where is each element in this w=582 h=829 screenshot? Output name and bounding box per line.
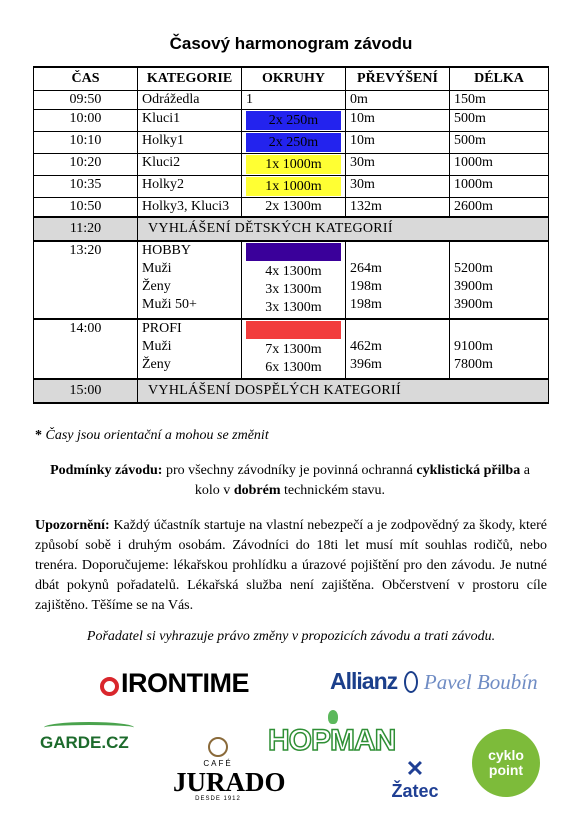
schedule-table	[33, 66, 549, 404]
profi-block	[34, 319, 549, 379]
category-line: Muži 50+	[142, 297, 197, 312]
profi-laps	[242, 319, 346, 379]
laps-cell	[242, 154, 346, 176]
profi-title: PROFI	[142, 321, 182, 336]
laps-line: 4x 1300m	[265, 264, 322, 279]
category-cell: Holky3, Kluci3	[138, 198, 242, 218]
climb-line: 198m	[350, 279, 382, 294]
hobby-categories	[138, 241, 242, 319]
condition-good-text: dobrém	[233, 483, 281, 498]
length-line: 3900m	[454, 279, 493, 294]
hobby-length	[450, 241, 549, 319]
category-cell: Odrážedla	[138, 91, 242, 110]
note-star: *	[35, 428, 42, 443]
table-row	[34, 154, 549, 176]
hop-cone-icon	[328, 710, 338, 724]
stopwatch-icon	[100, 677, 119, 696]
announcement-row-adults	[34, 379, 549, 403]
time-cell: 10:00	[34, 110, 138, 132]
laps-cell: 1	[242, 91, 346, 110]
note-text: Časy jsou orientační a mohou se změnit	[42, 428, 269, 443]
hopman-text: HOPMAN	[268, 724, 396, 757]
irontime-text: IRONTIME	[121, 668, 249, 698]
length-line: 7800m	[454, 357, 493, 372]
climb-cell: 10m	[346, 132, 450, 154]
time-cell: 10:35	[34, 176, 138, 198]
climb-cell: 30m	[346, 154, 450, 176]
hobby-laps	[242, 241, 346, 319]
irontime-logo	[100, 668, 249, 699]
laps-yellow-highlight: 1x 1000m	[246, 177, 341, 196]
climb-line: 198m	[350, 297, 382, 312]
laps-yellow-highlight: 1x 1000m	[246, 155, 341, 174]
table-row	[34, 91, 549, 110]
laps-cell: 2x 1300m	[242, 198, 346, 218]
helmet-text: cyklistická přilba	[416, 463, 521, 478]
table-header-row	[34, 67, 549, 91]
length-line: 9100m	[454, 339, 493, 354]
length-cell: 500m	[450, 110, 549, 132]
warning-paragraph	[35, 516, 547, 616]
cyklopoint-logo	[472, 729, 540, 797]
allianz-brand: Allianz	[330, 668, 398, 694]
laps-cell	[242, 110, 346, 132]
climb-cell: 10m	[346, 110, 450, 132]
time-cell: 15:00	[34, 379, 138, 403]
length-cell: 2600m	[450, 198, 549, 218]
announcement-row-children	[34, 217, 549, 241]
climb-line: 396m	[350, 357, 382, 372]
laps-cell	[242, 176, 346, 198]
page-title: Časový harmonogram závodu	[169, 34, 413, 53]
climb-cell: 30m	[346, 176, 450, 198]
profi-categories	[138, 319, 242, 379]
hopman-logo	[268, 724, 395, 758]
conditions-label: Podmínky závodu:	[50, 463, 163, 478]
jurado-cafe-text: CAFÉ	[203, 759, 233, 768]
laps-line: 3x 1300m	[265, 282, 322, 297]
laps-blue-highlight: 2x 250m	[246, 111, 341, 130]
coffee-emblem-icon	[208, 737, 228, 757]
organizer-note: Pořadatel si vyhrazuje právo změny v propozicích závodu a trati závodu.	[86, 629, 496, 644]
zatec-logo	[380, 757, 450, 802]
table-row	[34, 110, 549, 132]
time-cell: 11:20	[34, 217, 138, 241]
conditions-text: technickém stavu.	[280, 483, 386, 498]
header-time: ČAS	[34, 67, 138, 91]
conditions-text: pro všechny závodníky je povinná ochranná	[162, 463, 417, 478]
length-line: 5200m	[454, 261, 493, 276]
laps-line: 7x 1300m	[265, 342, 322, 357]
warning-label: Upozornění:	[35, 518, 110, 533]
header-length: DÉLKA	[450, 67, 549, 91]
hobby-color-swatch	[246, 243, 341, 261]
length-cell: 1000m	[450, 176, 549, 198]
table-row	[34, 176, 549, 198]
climb-cell: 0m	[346, 91, 450, 110]
hobby-title: HOBBY	[142, 243, 192, 258]
cyklo-text: cyklo	[488, 747, 524, 763]
time-cell: 10:50	[34, 198, 138, 218]
profi-color-swatch	[246, 321, 341, 339]
hobby-climb	[346, 241, 450, 319]
laps-line: 6x 1300m	[265, 360, 322, 375]
laps-line: 3x 1300m	[265, 300, 322, 315]
garde-text: GARDE.CZ	[40, 733, 129, 752]
length-line: 3900m	[454, 297, 493, 312]
length-cell: 500m	[450, 132, 549, 154]
allianz-logo	[330, 668, 538, 695]
table-row	[34, 132, 549, 154]
category-line: Muži	[142, 261, 172, 276]
header-laps: OKRUHY	[242, 67, 346, 91]
time-cell: 14:00	[34, 319, 138, 379]
climb-line: 462m	[350, 339, 382, 354]
category-cell: Holky2	[138, 176, 242, 198]
jurado-text: JURADO	[173, 767, 286, 797]
jurado-logo	[173, 737, 286, 802]
length-cell: 150m	[450, 91, 549, 110]
time-cell: 09:50	[34, 91, 138, 110]
time-note	[35, 428, 269, 444]
profi-climb	[346, 319, 450, 379]
announcement-text: VYHLÁŠENÍ DĚTSKÝCH KATEGORIÍ	[138, 217, 549, 241]
time-cell: 13:20	[34, 241, 138, 319]
header-category: KATEGORIE	[138, 67, 242, 91]
length-cell: 1000m	[450, 154, 549, 176]
category-cell: Holky1	[138, 132, 242, 154]
hobby-block	[34, 241, 549, 319]
category-line: Muži	[142, 339, 172, 354]
category-cell: Kluci1	[138, 110, 242, 132]
garde-logo	[40, 726, 134, 753]
category-line: Ženy	[142, 279, 171, 294]
point-text: point	[488, 762, 524, 778]
allianz-agent-name: Pavel Boubín	[423, 670, 538, 694]
profi-length	[450, 319, 549, 379]
time-cell: 10:10	[34, 132, 138, 154]
zatec-emblem-icon: ✕	[405, 756, 425, 781]
table-row	[34, 198, 549, 218]
laps-blue-highlight: 2x 250m	[246, 133, 341, 152]
warning-text: Každý účastník startuje na vlastní nebezpečí a je zodpovědný za škody, které způsobí sobě i druhým osobám. Závodníci do 18ti let musí mít souhlas rodičů, nebo trenéra. Doporučujeme: lékařskou prohlídku a úrazové pojištění pro den závodu. Je nutné dbát pokynů pořadatelů. Lékařská služba není zajištěna. Občerstvení v prostoru cíle zajištěno. Těšíme se na Vás.	[35, 518, 547, 613]
conditions-text: a kolo v	[194, 463, 530, 498]
category-line: Ženy	[142, 357, 171, 372]
header-climb: PŘEVÝŠENÍ	[346, 67, 450, 91]
announcement-text: VYHLÁŠENÍ DOSPĚLÝCH KATEGORIÍ	[138, 379, 549, 403]
garde-swoosh-icon	[44, 722, 134, 733]
race-conditions	[40, 461, 540, 501]
jurado-since-text: DESDE 1912	[195, 796, 241, 802]
allianz-eagle-icon	[404, 671, 418, 693]
category-cell: Kluci2	[138, 154, 242, 176]
climb-cell: 132m	[346, 198, 450, 218]
time-cell: 10:20	[34, 154, 138, 176]
laps-cell	[242, 132, 346, 154]
climb-line: 264m	[350, 261, 382, 276]
zatec-text: Žatec	[391, 781, 439, 801]
